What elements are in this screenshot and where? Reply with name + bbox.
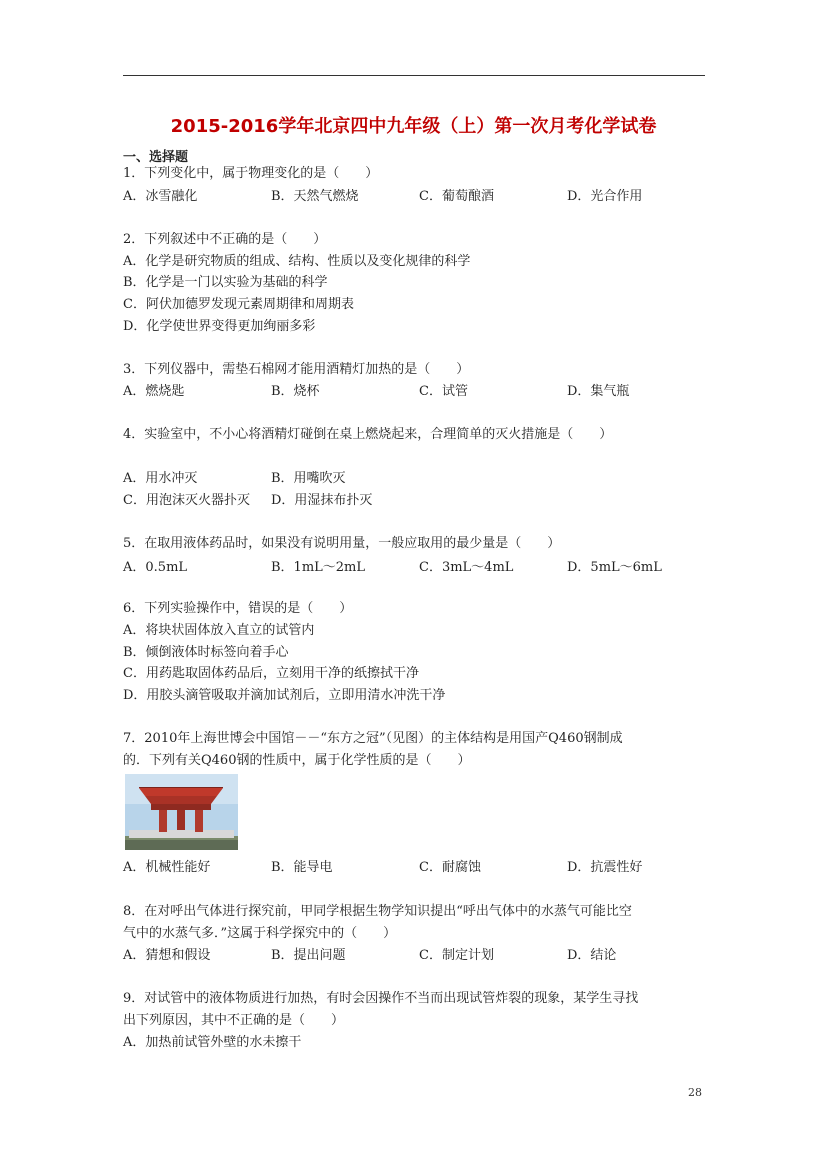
question-1-option-b: B．天然气燃烧 bbox=[271, 189, 359, 204]
question-5-option-c: C．3mL～4mL bbox=[419, 560, 514, 575]
question-2-option-a: A．化学是研究物质的组成、结构、性质以及变化规律的科学 bbox=[123, 254, 471, 269]
section-heading: 一、选择题 bbox=[123, 150, 189, 165]
question-6-option-d: D．用胶头滴管吸取并滴加试剂后，立即用清水冲洗干净 bbox=[123, 688, 446, 703]
question-6-option-c: C．用药匙取固体药品后，立刻用干净的纸擦拭干净 bbox=[123, 666, 419, 681]
question-9-option-a: A．加热前试管外壁的水未擦干 bbox=[123, 1035, 302, 1050]
question-6-option-b: B．倾倒液体时标签向着手心 bbox=[123, 645, 289, 660]
question-5-stem: 5．在取用液体药品时，如果没有说明用量，一般应取用的最少量是（ ） bbox=[123, 536, 561, 551]
question-7-stem-line-1: 7．2010年上海世博会中国馆－－“东方之冠”（见图）的主体结构是用国产Q460钢制成 bbox=[123, 731, 623, 746]
question-2-option-c: C．阿伏加德罗发现元素周期律和周期表 bbox=[123, 297, 354, 312]
question-7-option-b: B．能导电 bbox=[271, 860, 333, 875]
page-number: 28 bbox=[688, 1086, 702, 1099]
question-4-option-a: A．用水冲灭 bbox=[123, 471, 198, 486]
question-3-stem: 3．下列仪器中，需垫石棉网才能用酒精灯加热的是（ ） bbox=[123, 362, 470, 377]
question-4-stem: 4．实验室中，不小心将酒精灯碰倒在桌上燃烧起来，合理简单的灭火措施是（ ） bbox=[123, 427, 613, 442]
question-1-option-a: A．冰雪融化 bbox=[123, 189, 198, 204]
question-8-option-d: D．结论 bbox=[567, 948, 617, 963]
question-2-stem: 2．下列叙述中不正确的是（ ） bbox=[123, 232, 327, 247]
question-8-option-a: A．猜想和假设 bbox=[123, 948, 211, 963]
question-3-option-a: A．燃烧匙 bbox=[123, 384, 185, 399]
question-4-option-c: C．用泡沫灭火器扑灭 bbox=[123, 493, 250, 508]
question-8-option-c: C．制定计划 bbox=[419, 948, 494, 963]
question-9-stem-line-2: 出下列原因，其中不正确的是（ ） bbox=[123, 1013, 345, 1028]
question-3-option-b: B．烧杯 bbox=[271, 384, 320, 399]
question-6-stem: 6．下列实验操作中，错误的是（ ） bbox=[123, 601, 353, 616]
question-3-option-d: D．集气瓶 bbox=[567, 384, 630, 399]
question-8-stem-line-1: 8．在对呼出气体进行探究前，甲同学根据生物学知识提出“呼出气体中的水蒸气可能比空 bbox=[123, 904, 632, 919]
question-7-option-a: A．机械性能好 bbox=[123, 860, 211, 875]
question-4-option-b: B．用嘴吹灭 bbox=[271, 471, 346, 486]
question-8-option-b: B．提出问题 bbox=[271, 948, 346, 963]
question-3-option-c: C．试管 bbox=[419, 384, 468, 399]
question-7-option-c: C．耐腐蚀 bbox=[419, 860, 481, 875]
china-pavilion-photo bbox=[125, 774, 238, 850]
question-5-option-d: D．5mL～6mL bbox=[567, 560, 662, 575]
question-1-option-d: D．光合作用 bbox=[567, 189, 643, 204]
question-5-option-b: B．1mL～2mL bbox=[271, 560, 366, 575]
question-4-option-d: D．用湿抹布扑灭 bbox=[271, 493, 373, 508]
question-1-stem: 1．下列变化中，属于物理变化的是（ ） bbox=[123, 166, 379, 181]
exam-title: 2015-2016学年北京四中九年级（上）第一次月考化学试卷 bbox=[170, 116, 657, 137]
question-8-stem-line-2: 气中的水蒸气多．”这属于科学探究中的（ ） bbox=[123, 926, 397, 941]
question-7-stem-line-2: 的．下列有关Q460钢的性质中，属于化学性质的是（ ） bbox=[123, 753, 471, 768]
question-1-option-c: C．葡萄酿酒 bbox=[419, 189, 494, 204]
question-2-option-d: D．化学使世界变得更加绚丽多彩 bbox=[123, 319, 316, 334]
question-7-option-d: D．抗震性好 bbox=[567, 860, 643, 875]
header-rule bbox=[123, 75, 705, 76]
question-5-option-a: A．0.5mL bbox=[123, 560, 188, 575]
question-9-stem-line-1: 9．对试管中的液体物质进行加热，有时会因操作不当而出现试管炸裂的现象，某学生寻找 bbox=[123, 991, 639, 1006]
question-2-option-b: B．化学是一门以实验为基础的科学 bbox=[123, 275, 328, 290]
question-6-option-a: A．将块状固体放入直立的试管内 bbox=[123, 623, 315, 638]
